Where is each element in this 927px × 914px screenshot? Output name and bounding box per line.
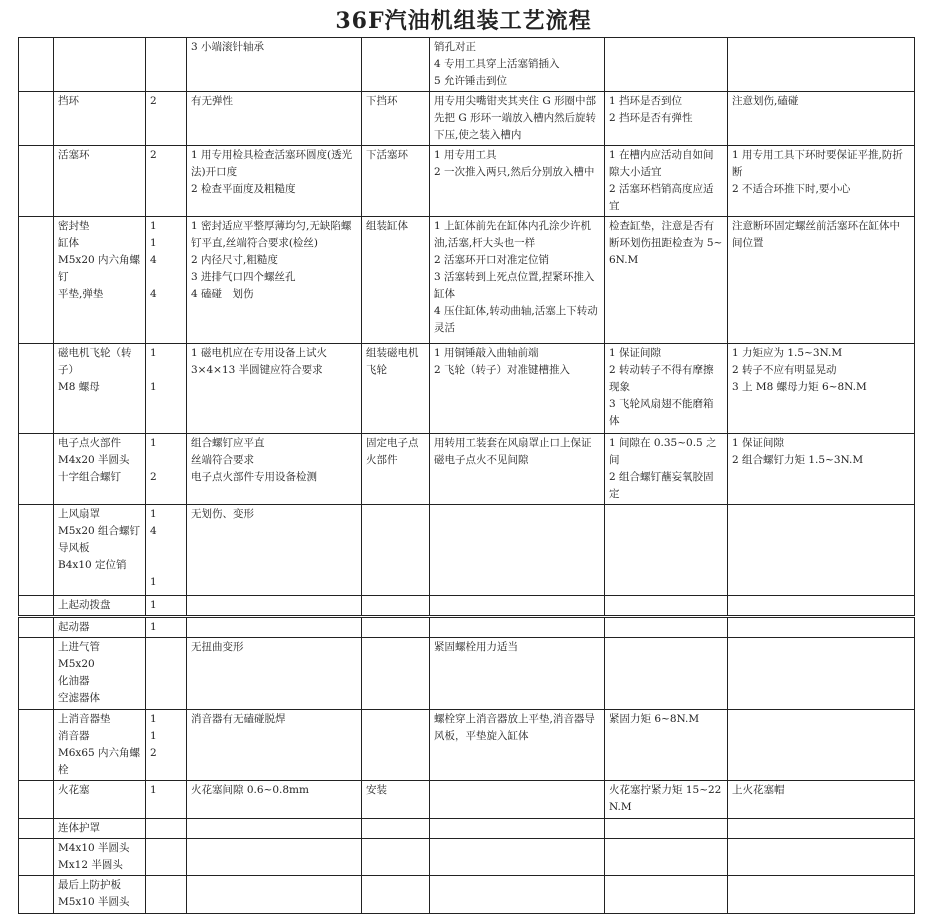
cell-line: M5x20 组合螺钉 (58, 525, 141, 537)
cell-inspection-requirement (187, 618, 362, 638)
cell-quality-check (605, 781, 728, 819)
cell-operation (362, 505, 430, 596)
cell-line: 2 飞轮（转子）对准键槽推入 (434, 364, 571, 376)
cell-method (430, 781, 605, 819)
cell-part-name (54, 505, 146, 596)
cell-line: 1 (150, 713, 157, 725)
cell-line: 固定电子点火部件 (366, 437, 419, 466)
cell-line: M5x20 内六角螺钉 (58, 254, 141, 283)
cell-line: M4x10 半圆头 (58, 842, 130, 854)
cell-notes (728, 38, 915, 92)
cell-line: 化油器 (58, 675, 90, 687)
cell-part-name (54, 344, 146, 434)
cell-quantity (146, 146, 187, 217)
cell-line: 1 (150, 437, 157, 449)
cell-method (430, 217, 605, 344)
cell-quality-check (605, 638, 728, 710)
cell-line: M5x10 半圆头 (58, 896, 130, 908)
cell-line: 组装缸体 (366, 220, 408, 232)
cell-part-name (54, 819, 146, 839)
cell-step-number (19, 596, 54, 616)
cell-method (430, 344, 605, 434)
cell-quality-check (605, 618, 728, 638)
cell-step-number (19, 819, 54, 839)
cell-line: M8 螺母 (58, 381, 100, 393)
cell-inspection-requirement (187, 146, 362, 217)
cell-inspection-requirement (187, 781, 362, 819)
cell-inspection-requirement (187, 38, 362, 92)
cell-line: 上起动拨盘 (58, 599, 111, 611)
cell-line: 3 飞轮风扇翅不能磨箱体 (609, 398, 714, 427)
cell-line: 3 进排气口四个螺丝孔 (191, 271, 296, 283)
cell-line: 导风板 (58, 542, 90, 554)
process-table-lower (18, 617, 915, 914)
cell-notes (728, 505, 915, 596)
page-title: 36F汽油机组装工艺流程 (335, 8, 592, 34)
cell-line: 紧固力矩 6~8N.M (609, 713, 700, 725)
cell-line: 1 (150, 508, 157, 520)
cell-line: 检查缸垫，注意是否有断环划伤扭距检查为 5~6N.M (609, 220, 723, 266)
cell-quantity (146, 344, 187, 434)
cell-line: 下活塞环 (366, 149, 408, 161)
cell-line: 平垫,弹垫 (58, 288, 104, 300)
table-row (19, 38, 915, 92)
cell-line: 2 转动转子不得有摩擦现象 (609, 364, 714, 393)
cell-part-name (54, 876, 146, 914)
cell-quality-check (605, 505, 728, 596)
cell-line: 2 (150, 471, 157, 483)
cell-line: 螺栓穿上消音器放上平垫,消音器导风板，平垫旋入缸体 (434, 713, 595, 742)
cell-part-name (54, 146, 146, 217)
cell-line: 连体护罩 (58, 822, 100, 834)
cell-line: 1 用专用工具 (434, 149, 497, 161)
cell-quantity (146, 92, 187, 146)
cell-line: 消音器 (58, 730, 90, 742)
cell-line: 上进气管 (58, 641, 100, 653)
cell-part-name (54, 618, 146, 638)
cell-line: 有无弹性 (191, 95, 233, 107)
cell-line: 1 (150, 576, 157, 588)
cell-line (150, 362, 182, 379)
cell-line: 2 转子不应有明显晃动 (732, 364, 837, 376)
cell-line: 火花塞 (58, 784, 90, 796)
cell-line: 1 (150, 621, 157, 633)
cell-line: 3 上 M8 螺母力矩 6~8N.M (732, 381, 867, 393)
table-row (19, 839, 915, 876)
cell-line: 电子点火部件 (58, 437, 121, 449)
cell-quantity (146, 710, 187, 781)
cell-notes (728, 781, 915, 819)
cell-line: 十字组合螺钉 (58, 471, 121, 483)
cell-quality-check (605, 434, 728, 505)
cell-line: 消音器有无磕碰脱焊 (191, 713, 286, 725)
cell-line: 挡环 (58, 95, 79, 107)
cell-line (150, 557, 182, 574)
cell-operation (362, 876, 430, 914)
cell-operation (362, 146, 430, 217)
cell-step-number (19, 710, 54, 781)
cell-inspection-requirement (187, 596, 362, 616)
cell-line: 4 压住缸体,转动曲轴,活塞上下转动灵活 (434, 305, 598, 334)
cell-quantity (146, 638, 187, 710)
cell-line: 空滤器体 (58, 692, 100, 704)
cell-step-number (19, 434, 54, 505)
cell-part-name (54, 596, 146, 616)
cell-notes (728, 638, 915, 710)
cell-inspection-requirement (187, 710, 362, 781)
cell-operation (362, 344, 430, 434)
cell-line: 上火花塞帽 (732, 784, 785, 796)
cell-line: Mx12 半圆头 (58, 859, 123, 871)
cell-line: 磁电机飞轮（转子） (58, 347, 132, 376)
cell-line: 1 (150, 237, 157, 249)
cell-line: 4 磕碰 划伤 (191, 288, 254, 300)
cell-quality-check (605, 839, 728, 876)
cell-line: 上风扇罩 (58, 508, 100, 520)
cell-notes (728, 92, 915, 146)
cell-line: 4 (150, 525, 157, 537)
table-row (19, 781, 915, 819)
cell-quantity (146, 839, 187, 876)
table-row (19, 344, 915, 434)
cell-line: 3 小端滚针轴承 (191, 41, 265, 53)
cell-line: 缸体 (58, 237, 79, 249)
cell-part-name (54, 434, 146, 505)
cell-line: 1 (150, 347, 157, 359)
cell-step-number (19, 92, 54, 146)
cell-quantity (146, 434, 187, 505)
cell-line: 1 间隙在 0.35~0.5 之间 (609, 437, 717, 466)
cell-quality-check (605, 596, 728, 616)
cell-operation (362, 434, 430, 505)
cell-line: 2 一次推入两只,然后分别放入槽中 (434, 166, 595, 178)
cell-operation (362, 710, 430, 781)
cell-inspection-requirement (187, 434, 362, 505)
cell-line: 无划伤、变形 (191, 508, 254, 520)
cell-operation (362, 781, 430, 819)
table-row (19, 505, 915, 596)
cell-line: 1 上缸体前先在缸体内孔涂少许机油,活塞,杆大头也一样 (434, 220, 592, 249)
cell-quality-check (605, 38, 728, 92)
cell-line (150, 269, 182, 286)
cell-notes (728, 618, 915, 638)
cell-method (430, 839, 605, 876)
cell-notes (728, 596, 915, 616)
cell-operation (362, 839, 430, 876)
cell-operation (362, 92, 430, 146)
cell-line: 2 (150, 149, 157, 161)
cell-operation (362, 819, 430, 839)
table-row (19, 618, 915, 638)
cell-quality-check (605, 146, 728, 217)
cell-line: 1 (150, 599, 157, 611)
cell-inspection-requirement (187, 876, 362, 914)
cell-line: 3×4×13 半圆键应符合要求 (191, 364, 323, 376)
cell-notes (728, 839, 915, 876)
cell-line: 最后上防护板 (58, 879, 121, 891)
cell-part-name (54, 217, 146, 344)
cell-quality-check (605, 217, 728, 344)
cell-notes (728, 146, 915, 217)
cell-inspection-requirement (187, 217, 362, 344)
cell-line: 组装磁电机飞轮 (366, 347, 419, 376)
cell-line: 2 挡环是否有弹性 (609, 112, 693, 124)
table-row (19, 434, 915, 505)
cell-method (430, 505, 605, 596)
cell-method (430, 876, 605, 914)
cell-line: 4 (150, 254, 157, 266)
cell-operation (362, 596, 430, 616)
cell-inspection-requirement (187, 344, 362, 434)
cell-operation (362, 217, 430, 344)
cell-line: B4x10 定位销 (58, 559, 127, 571)
cell-method (430, 596, 605, 616)
cell-inspection-requirement (187, 839, 362, 876)
cell-line: 2 不适合环推下时,要小心 (732, 183, 851, 195)
cell-line: 2 内径尺寸,粗糙度 (191, 254, 278, 266)
table-row (19, 819, 915, 839)
cell-line: 1 (150, 220, 157, 232)
cell-part-name (54, 710, 146, 781)
cell-line: 1 挡环是否到位 (609, 95, 683, 107)
cell-line: 1 用专用检具检查活塞环圆度(透光法)开口度 (191, 149, 353, 178)
cell-line: 无扭曲变形 (191, 641, 244, 653)
cell-notes (728, 344, 915, 434)
cell-line: 2 (150, 95, 157, 107)
cell-line: 密封垫 (58, 220, 90, 232)
cell-part-name (54, 781, 146, 819)
cell-quantity (146, 819, 187, 839)
cell-line: 1 保证间隙 (609, 347, 662, 359)
cell-quantity (146, 876, 187, 914)
cell-line: 2 检查平面度及粗糙度 (191, 183, 296, 195)
cell-line: 销孔对正 (434, 41, 476, 53)
cell-notes (728, 217, 915, 344)
cell-line: 安装 (366, 784, 387, 796)
cell-line: 电子点火部件专用设备检测 (191, 471, 317, 483)
cell-line: 1 (150, 730, 157, 742)
cell-notes (728, 434, 915, 505)
process-table-upper (18, 37, 915, 616)
cell-line: 1 磁电机应在专用设备上试火 (191, 347, 328, 359)
cell-line: 2 (150, 747, 157, 759)
table-row (19, 638, 915, 710)
cell-line: 起动器 (58, 621, 90, 633)
cell-inspection-requirement (187, 819, 362, 839)
cell-line: 用专用尖嘴钳夹其夹住 G 形圈中部先把 G 形环一端放入槽内然后旋转下压,使之装入槽内 (434, 95, 597, 141)
cell-line: 3 活塞转到上死点位置,捏紧环推入缸体 (434, 271, 595, 300)
cell-line: 2 组合螺钉力矩 1.5~3N.M (732, 454, 864, 466)
cell-line: 1 密封适应平整厚薄均匀,无缺陷螺钉平直,丝端符合要求(检丝) (191, 220, 352, 249)
cell-operation (362, 38, 430, 92)
cell-step-number (19, 344, 54, 434)
cell-line: 1 用铜锤敲入曲轴前端 (434, 347, 539, 359)
cell-part-name (54, 38, 146, 92)
cell-line: 上消音器垫 (58, 713, 111, 725)
cell-line: 2 活塞环开口对准定位销 (434, 254, 550, 266)
cell-method (430, 819, 605, 839)
cell-line (150, 452, 182, 469)
cell-line: 下挡环 (366, 95, 398, 107)
cell-quantity (146, 217, 187, 344)
cell-line: 活塞环 (58, 149, 90, 161)
cell-step-number (19, 781, 54, 819)
cell-quality-check (605, 344, 728, 434)
cell-part-name (54, 839, 146, 876)
cell-method (430, 92, 605, 146)
cell-line: 紧固螺栓用力适当 (434, 641, 518, 653)
table-row (19, 92, 915, 146)
cell-line: 1 在槽内应活动自如间隙大小适宜 (609, 149, 714, 178)
cell-method (430, 38, 605, 92)
cell-line: 火花塞拧紧力矩 15~22N.M (609, 784, 722, 813)
cell-line: 注意断环固定螺丝前活塞环在缸体中间位置 (732, 220, 900, 249)
table-row (19, 596, 915, 616)
cell-line: 5 允许锤击到位 (434, 75, 508, 87)
cell-step-number (19, 839, 54, 876)
cell-line: M5x20 (58, 658, 95, 670)
cell-line: 用转用工装套在风扇罩止口上保证磁电子点火不见间隙 (434, 437, 592, 466)
cell-line: 1 (150, 381, 157, 393)
cell-line: 1 用专用工具下环时要保证平推,防折断 (732, 149, 903, 178)
cell-quantity (146, 596, 187, 616)
cell-part-name (54, 638, 146, 710)
cell-line: 1 保证间隙 (732, 437, 785, 449)
cell-line: M6x65 内六角螺栓 (58, 747, 141, 776)
cell-line: 1 力矩应为 1.5~3N.M (732, 347, 843, 359)
cell-inspection-requirement (187, 92, 362, 146)
table-row (19, 146, 915, 217)
cell-quality-check (605, 92, 728, 146)
cell-quality-check (605, 710, 728, 781)
cell-part-name (54, 92, 146, 146)
cell-step-number (19, 638, 54, 710)
cell-method (430, 146, 605, 217)
cell-method (430, 434, 605, 505)
cell-line: 火花塞间隙 0.6~0.8mm (191, 784, 309, 796)
cell-line: 1 (150, 784, 157, 796)
cell-line: 丝端符合要求 (191, 454, 254, 466)
cell-quality-check (605, 819, 728, 839)
cell-line: 2 活塞环档销高度应适宜 (609, 183, 714, 212)
cell-step-number (19, 38, 54, 92)
cell-line: M4x20 半圆头 (58, 454, 130, 466)
cell-line: 组合螺钉应平直 (191, 437, 265, 449)
cell-method (430, 710, 605, 781)
cell-quantity (146, 505, 187, 596)
cell-step-number (19, 505, 54, 596)
cell-step-number (19, 876, 54, 914)
cell-quantity (146, 781, 187, 819)
cell-inspection-requirement (187, 638, 362, 710)
cell-line: 4 (150, 288, 157, 300)
cell-quantity (146, 38, 187, 92)
cell-inspection-requirement (187, 505, 362, 596)
cell-line: 2 组合螺钉蘸妄氧胶固定 (609, 471, 714, 500)
cell-step-number (19, 217, 54, 344)
table-row (19, 876, 915, 914)
cell-notes (728, 710, 915, 781)
cell-step-number (19, 618, 54, 638)
table-row (19, 710, 915, 781)
cell-quality-check (605, 876, 728, 914)
cell-notes (728, 819, 915, 839)
cell-method (430, 618, 605, 638)
cell-line: 4 专用工具穿上活塞销插入 (434, 58, 560, 70)
table-row (19, 217, 915, 344)
cell-line (150, 540, 182, 557)
cell-operation (362, 638, 430, 710)
cell-method (430, 638, 605, 710)
cell-step-number (19, 146, 54, 217)
cell-quantity (146, 618, 187, 638)
cell-operation (362, 618, 430, 638)
cell-line: 注意划伤,磕碰 (732, 95, 799, 107)
cell-notes (728, 876, 915, 914)
